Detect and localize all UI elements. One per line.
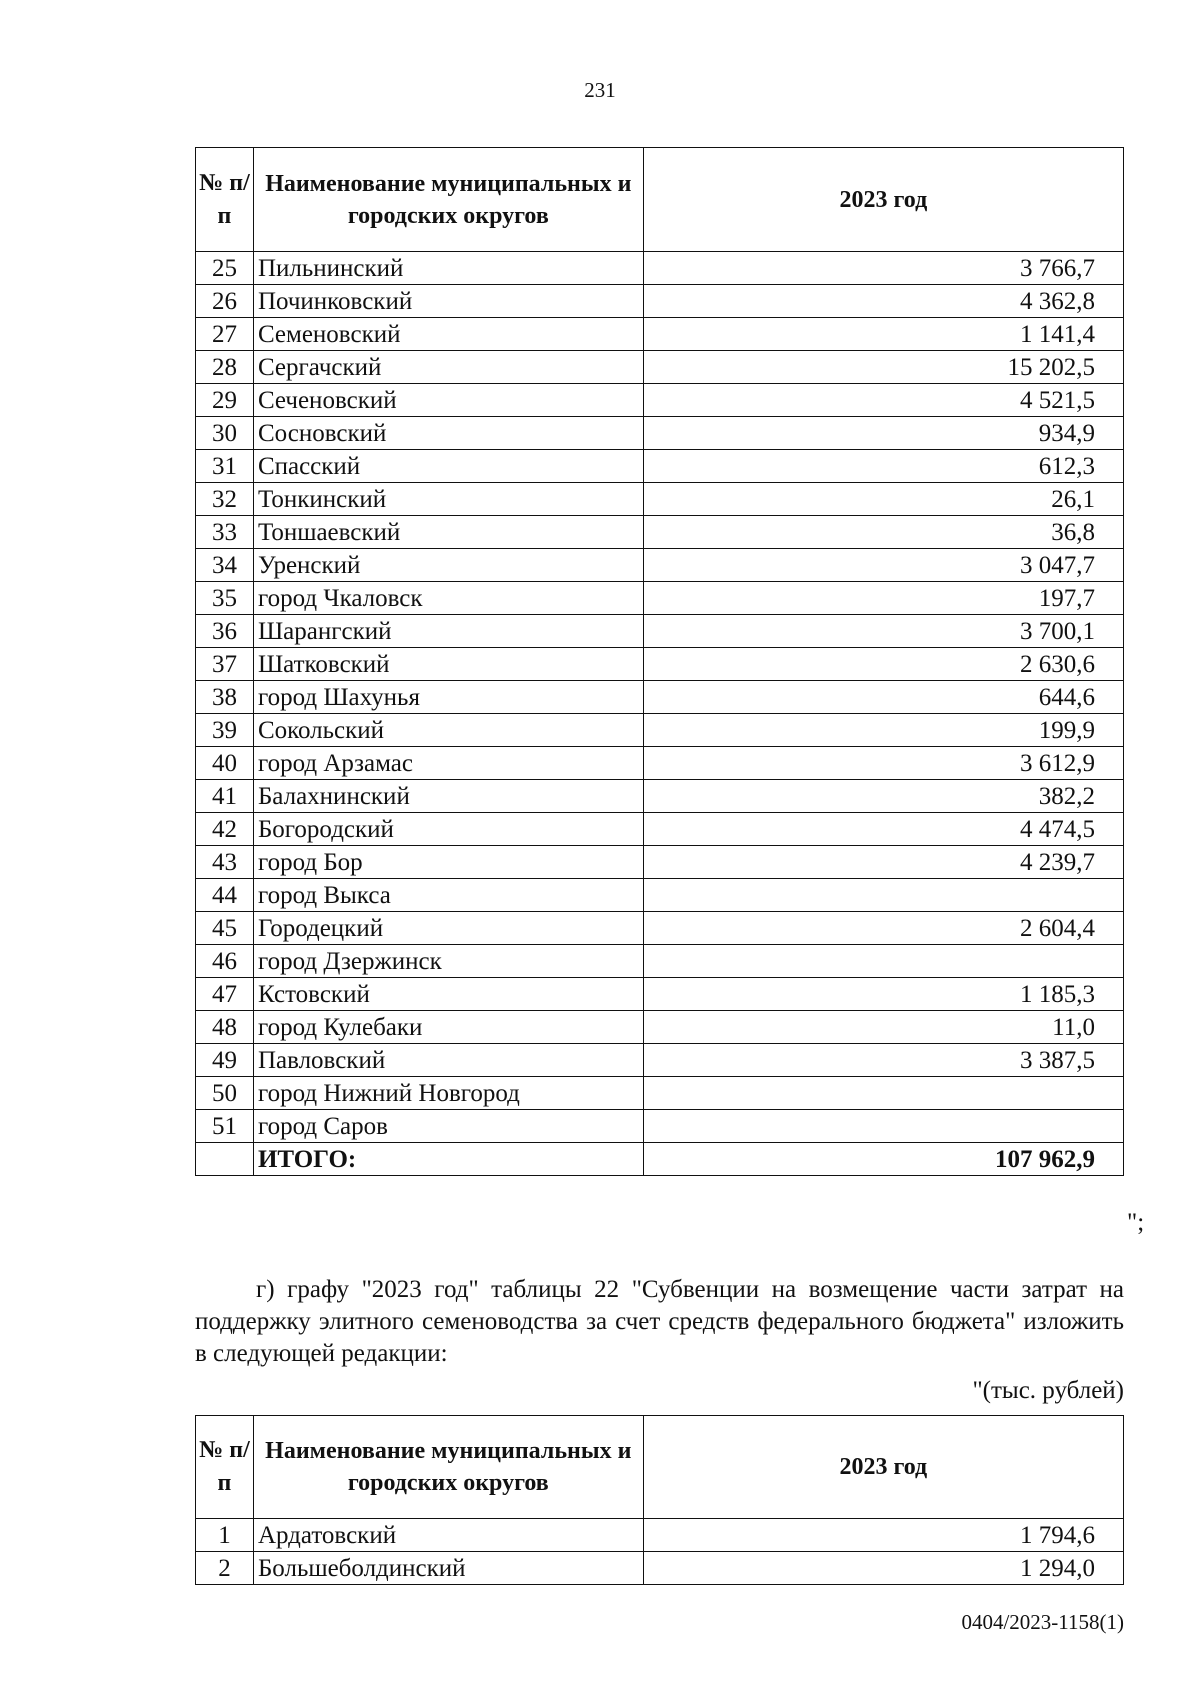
row-name: город Саров [253,1110,643,1143]
total-label: ИТОГО: [253,1143,643,1176]
row-value: 934,9 [643,417,1123,450]
row-value: 4 474,5 [643,813,1123,846]
row-name: город Арзамас [253,747,643,780]
row-name: Шарангский [253,615,643,648]
table-header-row [196,148,1124,252]
row-number: 27 [196,318,254,351]
table-row [196,483,1124,516]
table-row [196,780,1124,813]
row-number: 49 [196,1044,254,1077]
row-value [643,1077,1123,1110]
row-name: Починковский [253,285,643,318]
header-number: № п/п [196,148,254,252]
header-year: 2023 год [643,1416,1123,1519]
total-row [196,1143,1124,1176]
row-number: 38 [196,681,254,714]
row-name: город Выкса [253,879,643,912]
seed-subsidy-table [195,1415,1124,1585]
table-row [196,912,1124,945]
row-number: 48 [196,1011,254,1044]
row-value: 26,1 [643,483,1123,516]
row-value: 11,0 [643,1011,1123,1044]
row-name: Семеновский [253,318,643,351]
table-row [196,681,1124,714]
header-name: Наименование муниципальных и городских округов [253,1416,643,1519]
header-name: Наименование муниципальных и городских округов [253,148,643,252]
row-value: 15 202,5 [643,351,1123,384]
header-number: № п/п [196,1416,254,1519]
table-row [196,714,1124,747]
row-value: 1 794,6 [643,1519,1123,1552]
table-row [196,252,1124,285]
table-row [196,615,1124,648]
row-value: 382,2 [643,780,1123,813]
paragraph-text: г) графу "2023 год" таблицы 22 "Субвенции на возмещение части затрат на поддержку элитного семеноводства за счет средств федерального бюджета" изложить в следующей редакции: [195,1276,1124,1367]
row-number: 35 [196,582,254,615]
table-row [196,549,1124,582]
row-number: 41 [196,780,254,813]
row-value: 1 294,0 [643,1552,1123,1585]
row-value: 1 185,3 [643,978,1123,1011]
table-row [196,384,1124,417]
row-name: Тонкинский [253,483,643,516]
table-body [196,1519,1124,1585]
row-number: 30 [196,417,254,450]
table-row [196,285,1124,318]
table-row [196,582,1124,615]
row-value: 3 766,7 [643,252,1123,285]
row-number: 37 [196,648,254,681]
row-name: Сергачский [253,351,643,384]
row-number: 51 [196,1110,254,1143]
closing-quote: "; [1127,1209,1145,1236]
row-number: 34 [196,549,254,582]
subsidy-table-main [195,147,1124,1176]
table-row [196,417,1124,450]
row-name: Сокольский [253,714,643,747]
row-number: 47 [196,978,254,1011]
row-number: 45 [196,912,254,945]
row-value: 3 612,9 [643,747,1123,780]
row-name: Сосновский [253,417,643,450]
row-number: 28 [196,351,254,384]
row-number: 2 [196,1552,254,1585]
row-value: 3 047,7 [643,549,1123,582]
row-name: город Дзержинск [253,945,643,978]
row-value: 4 239,7 [643,846,1123,879]
total-value: 107 962,9 [643,1143,1123,1176]
row-number: 1 [196,1519,254,1552]
table-row [196,1011,1124,1044]
row-name: Шатковский [253,648,643,681]
table-row [196,1044,1124,1077]
document-code: 0404/2023-1158(1) [961,1610,1124,1634]
row-name: город Шахунья [253,681,643,714]
table-header-row [196,1416,1124,1519]
row-number: 43 [196,846,254,879]
row-number: 40 [196,747,254,780]
table-row [196,1552,1124,1585]
table-row [196,351,1124,384]
row-number: 25 [196,252,254,285]
table-row [196,846,1124,879]
table-row [196,978,1124,1011]
row-name: Пильнинский [253,252,643,285]
row-name: Богородский [253,813,643,846]
table-row [196,747,1124,780]
row-name: Балахнинский [253,780,643,813]
row-name: Городецкий [253,912,643,945]
row-name: Спасский [253,450,643,483]
total-number-cell [196,1143,254,1176]
row-value [643,1110,1123,1143]
row-name: Ардатовский [253,1519,643,1552]
table-row [196,318,1124,351]
row-value [643,879,1123,912]
row-number: 29 [196,384,254,417]
row-value: 3 387,5 [643,1044,1123,1077]
unit-note: "(тыс. рублей) [972,1377,1124,1404]
header-year: 2023 год [643,148,1123,252]
row-value: 199,9 [643,714,1123,747]
row-value: 197,7 [643,582,1123,615]
table-row [196,1519,1124,1552]
table-row [196,1110,1124,1143]
row-number: 44 [196,879,254,912]
row-name: Тоншаевский [253,516,643,549]
table-row [196,945,1124,978]
row-value: 36,8 [643,516,1123,549]
row-number: 50 [196,1077,254,1110]
row-value: 4 521,5 [643,384,1123,417]
row-name: город Кулебаки [253,1011,643,1044]
table-row [196,1077,1124,1110]
row-number: 26 [196,285,254,318]
table-row [196,648,1124,681]
row-value: 1 141,4 [643,318,1123,351]
row-number: 32 [196,483,254,516]
table-row [196,450,1124,483]
page-number: 231 [584,78,616,102]
table-row [196,516,1124,549]
amendment-paragraph [195,1274,1124,1370]
row-value: 2 630,6 [643,648,1123,681]
row-number: 36 [196,615,254,648]
row-value: 4 362,8 [643,285,1123,318]
row-value: 644,6 [643,681,1123,714]
row-value: 3 700,1 [643,615,1123,648]
row-name: город Чкаловск [253,582,643,615]
row-name: Павловский [253,1044,643,1077]
row-number: 39 [196,714,254,747]
row-name: Уренский [253,549,643,582]
row-number: 46 [196,945,254,978]
row-number: 31 [196,450,254,483]
row-value [643,945,1123,978]
row-name: Кстовский [253,978,643,1011]
row-number: 33 [196,516,254,549]
row-value: 2 604,4 [643,912,1123,945]
table-row [196,879,1124,912]
row-value: 612,3 [643,450,1123,483]
row-number: 42 [196,813,254,846]
table-row [196,813,1124,846]
row-name: Сеченовский [253,384,643,417]
row-name: город Нижний Новгород [253,1077,643,1110]
row-name: Большеболдинский [253,1552,643,1585]
table-body [196,252,1124,1176]
row-name: город Бор [253,846,643,879]
